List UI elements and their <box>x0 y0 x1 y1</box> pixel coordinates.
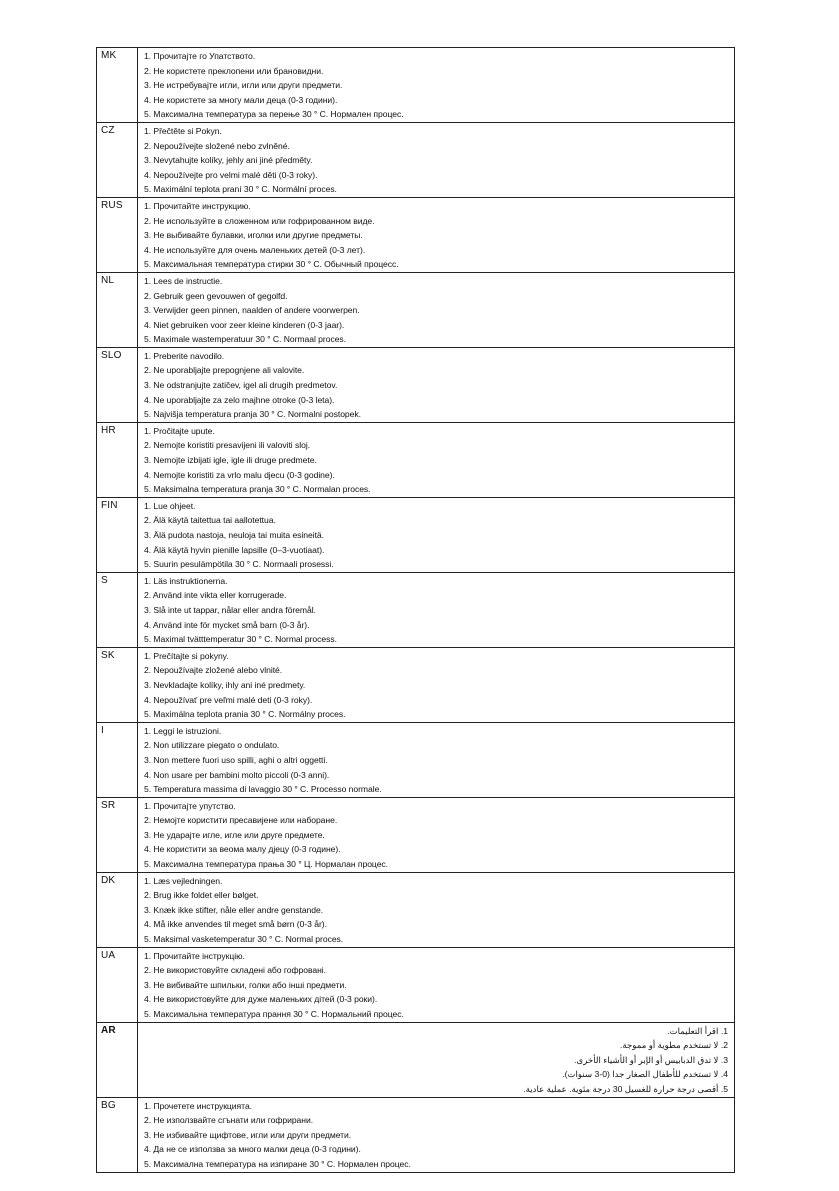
instruction-item: 1. Preberite navodilo. <box>144 350 225 361</box>
instruction-item: 5. Maksimal vasketemperatur 30 ° C. Normal proces. <box>144 934 344 945</box>
instruction-item: 3. Älä pudota nastoja, neuloja tai muita esineitä. <box>144 530 325 540</box>
instruction-item: 4. Не використовуйте для дуже маленьких дітей (0-3 роки). <box>144 994 378 1005</box>
instruction-list <box>138 422 735 497</box>
instruction-item: 2. Använd inte vikta eller korrugerade. <box>144 590 287 601</box>
instruction-item: 4. Nepoužívejte pro velmi malé děti (0-3 roky). <box>144 169 318 180</box>
instruction-item: 1. Läs instruktionerna. <box>144 575 228 586</box>
language-row-nl <box>97 272 735 347</box>
instructions-table <box>96 47 735 1173</box>
language-row-s <box>97 572 735 647</box>
instruction-item: 4. Не используйте для очень маленьких детей (0-3 лет). <box>144 244 366 255</box>
instruction-item: 5. Maksimalna temperatura pranja 30 ° C. Normalan proces. <box>144 484 371 495</box>
instruction-item: 4. Nepoužívať pre veľmi malé deti (0-3 roky). <box>144 694 313 705</box>
language-row-rus <box>97 197 735 272</box>
language-row-sk <box>97 647 735 722</box>
language-code: DK <box>97 872 138 947</box>
instruction-item: 5. Najvišja temperatura pranja 30 ° C. Normalni postopek. <box>144 409 361 420</box>
language-code: S <box>97 572 138 647</box>
instruction-list <box>138 647 735 722</box>
instruction-item: 1. Прочитайте інструкцію. <box>144 950 245 961</box>
instruction-list <box>138 872 735 947</box>
instruction-item: 3. Не избивайте щифтове, игли или други предмети. <box>144 1129 352 1140</box>
instruction-list <box>138 197 735 272</box>
instruction-item: 5. Maximale wastemperatuur 30 ° C. Normaal proces. <box>144 334 347 345</box>
language-row-cz <box>97 122 735 197</box>
language-code: MK <box>97 48 138 123</box>
instruction-list <box>138 272 735 347</box>
language-code: UA <box>97 947 138 1022</box>
instruction-item: 2. Nepoužívajte zložené alebo vlnité. <box>144 665 283 676</box>
instruction-item: 3. Nevytahujte kolíky, jehly ani jiné předměty. <box>144 155 313 166</box>
instruction-list <box>138 48 735 123</box>
instruction-list <box>138 497 735 572</box>
instruction-item: 1. اقرأ التعليمات. <box>667 1025 728 1036</box>
instruction-list <box>138 572 735 647</box>
instruction-item: 1. Прочитайте инструкцию. <box>144 200 251 211</box>
instruction-item: 2. Ne uporabljajte prepognjene ali valovite. <box>144 365 305 376</box>
instruction-item: 1. Прочитајте го Упатството. <box>144 51 256 61</box>
instruction-list <box>138 122 735 197</box>
instruction-item: 1. Prečítajte si pokyny. <box>144 650 229 661</box>
instruction-item: 4. Älä käytä hyvin pienille lapsille (0–3-vuotiaat). <box>144 544 325 555</box>
language-code: I <box>97 722 138 797</box>
instruction-item: 4. Не користити за веома малу дјецу (0-3 године). <box>144 844 341 855</box>
language-row-i <box>97 722 735 797</box>
instruction-item: 5. Maximal tvätttemperatur 30 ° C. Normal process. <box>144 634 337 645</box>
instruction-item: 5. Максимална температура за перење 30 ° C. Нормален процес. <box>144 109 404 120</box>
instruction-list <box>138 797 735 872</box>
instruction-item: 3. Не истребувајте игли, игли или други предмети. <box>144 80 343 91</box>
instruction-list <box>138 1097 735 1172</box>
language-code: BG <box>97 1097 138 1172</box>
instruction-item: 4. لا تستخدم للأطفال الصغار جدا (0-3 سنوات). <box>562 1069 728 1080</box>
instruction-item: 3. Не вибивайте шпильки, голки або інші предмети. <box>144 979 347 990</box>
instruction-item: 5. أقصى درجة حرارة للغسيل 30 درجة مئوية. عملية عادية. <box>523 1083 728 1094</box>
language-row-ar <box>97 1022 735 1097</box>
instruction-item: 5. Максимальна температура прання 30 ° C. Нормальний процес. <box>144 1009 404 1019</box>
instruction-item: 1. Lees de instructie. <box>144 275 223 286</box>
instruction-item: 2. Не използвайте сгънати или гофрирани. <box>144 1115 314 1126</box>
language-code: RUS <box>97 197 138 272</box>
instruction-item: 4. Må ikke anvendes til meget små børn (0-3 år). <box>144 919 327 930</box>
language-row-slo <box>97 347 735 422</box>
instruction-list <box>138 1022 735 1097</box>
instruction-item: 3. لا تدق الدبابيس أو الإبر أو الأشياء الأخرى. <box>574 1054 728 1065</box>
instruction-item: 2. Не використовуйте складені або гофровані. <box>144 965 327 976</box>
language-row-bg <box>97 1097 735 1172</box>
instruction-item: 4. Niet gebruiken voor zeer kleine kinderen (0-3 jaar). <box>144 319 345 330</box>
instruction-item: 5. Suurin pesulämpötila 30 ° C. Normaali prosessi. <box>144 559 334 570</box>
instruction-item: 4. Non usare per bambini molto piccoli (0-3 anni). <box>144 769 330 780</box>
instruction-item: 5. Максимална температура на изпиране 30 ° C. Нормален процес. <box>144 1158 411 1169</box>
instruction-item: 5. Maximální teplota praní 30 ° C. Normální proces. <box>144 184 337 195</box>
instruction-item: 2. Немојте користити пресавијене или набoране. <box>144 815 338 826</box>
language-row-fin <box>97 497 735 572</box>
language-code: SK <box>97 647 138 722</box>
instruction-item: 5. Maximálna teplota prania 30 ° C. Normálny proces. <box>144 709 346 720</box>
instruction-item: 3. Nevkladajte kolíky, ihly ani iné predmety. <box>144 679 306 690</box>
instruction-list <box>138 947 735 1022</box>
instruction-item: 2. Gebruik geen gevouwen of gegolfd. <box>144 290 288 301</box>
instructions-table-body <box>97 48 735 1173</box>
instruction-list <box>138 722 735 797</box>
instruction-item: 4. Använd inte för mycket små barn (0-3 år). <box>144 619 310 630</box>
instruction-item: 1. Leggi le istruzioni. <box>144 725 222 736</box>
instruction-item: 2. لا تستخدم مطوية أو مموجة. <box>620 1040 728 1051</box>
instruction-item: 2. Brug ikke foldet eller bølget. <box>144 890 259 901</box>
instruction-item: 4. Ne uporabljajte za zelo majhne otroke (0-3 leta). <box>144 394 335 405</box>
instruction-item: 4. Nemojte koristiti za vrlo malu djecu (0-3 godine). <box>144 469 335 480</box>
instruction-item: 2. Не используйте в сложенном или гофрированном виде. <box>144 215 375 226</box>
instruction-item: 3. Slå inte ut tappar, nålar eller andra föremål. <box>144 604 316 615</box>
language-code: CZ <box>97 122 138 197</box>
language-row-dk <box>97 872 735 947</box>
instruction-item: 1. Прочитајте упутство. <box>144 800 236 811</box>
instruction-item: 3. Non mettere fuori uso spilli, aghi o altri oggetti. <box>144 754 328 765</box>
instruction-item: 3. Не выбивайте булавки, иголки или другие предметы. <box>144 230 363 241</box>
language-code: NL <box>97 272 138 347</box>
instruction-item: 5. Temperatura massima di lavaggio 30 ° C. Processo normale. <box>144 784 382 795</box>
language-code: SR <box>97 797 138 872</box>
instruction-item: 4. Да не се използва за много малки деца (0-3 години). <box>144 1144 361 1155</box>
language-code: FIN <box>97 497 138 572</box>
instruction-item: 5. Максимальная температура стирки 30 ° C. Обычный процесс. <box>144 259 399 270</box>
instruction-item: 2. Non utilizzare piegato o ondulato. <box>144 740 280 751</box>
instruction-item: 2. Nepoužívejte složené nebo zvlněné. <box>144 140 290 151</box>
instruction-item: 3. Knæk ikke stifter, nåle eller andre genstande. <box>144 904 324 915</box>
instruction-item: 2. Не користете преклопени или брановидни. <box>144 65 324 76</box>
instruction-list <box>138 347 735 422</box>
language-row-ua <box>97 947 735 1022</box>
language-row-hr <box>97 422 735 497</box>
instruction-item: 3. Не ударајте игле, игле или друге предмете. <box>144 829 325 840</box>
instruction-item: 1. Lue ohjeet. <box>144 500 196 511</box>
instruction-item: 3. Verwijder geen pinnen, naalden of andere voorwerpen. <box>144 305 360 316</box>
language-code: HR <box>97 422 138 497</box>
instruction-item: 1. Прочетете инструкцията. <box>144 1100 253 1111</box>
language-row-sr <box>97 797 735 872</box>
instruction-item: 1. Læs vejledningen. <box>144 875 223 886</box>
instruction-item: 3. Ne odstranjujte zatičev, igel ali drugih predmetov. <box>144 380 338 391</box>
instruction-item: 2. Älä käytä taitettua tai aallotettua. <box>144 515 276 526</box>
language-row-mk <box>97 48 735 123</box>
language-code: SLO <box>97 347 138 422</box>
instruction-item: 3. Nemojte izbijati igle, igle ili druge predmete. <box>144 455 317 466</box>
instruction-item: 5. Максимална температура прања 30 ° Ц. Нормалан процес. <box>144 859 389 870</box>
instruction-item: 4. Не користете за многу мали деца (0-3 години). <box>144 94 338 105</box>
language-code: AR <box>97 1022 138 1097</box>
instruction-item: 1. Přečtěte si Pokyn. <box>144 125 222 136</box>
instruction-item: 1. Pročitajte upute. <box>144 425 215 436</box>
instruction-item: 2. Nemojte koristiti presavijeni ili valoviti sloj. <box>144 440 311 451</box>
